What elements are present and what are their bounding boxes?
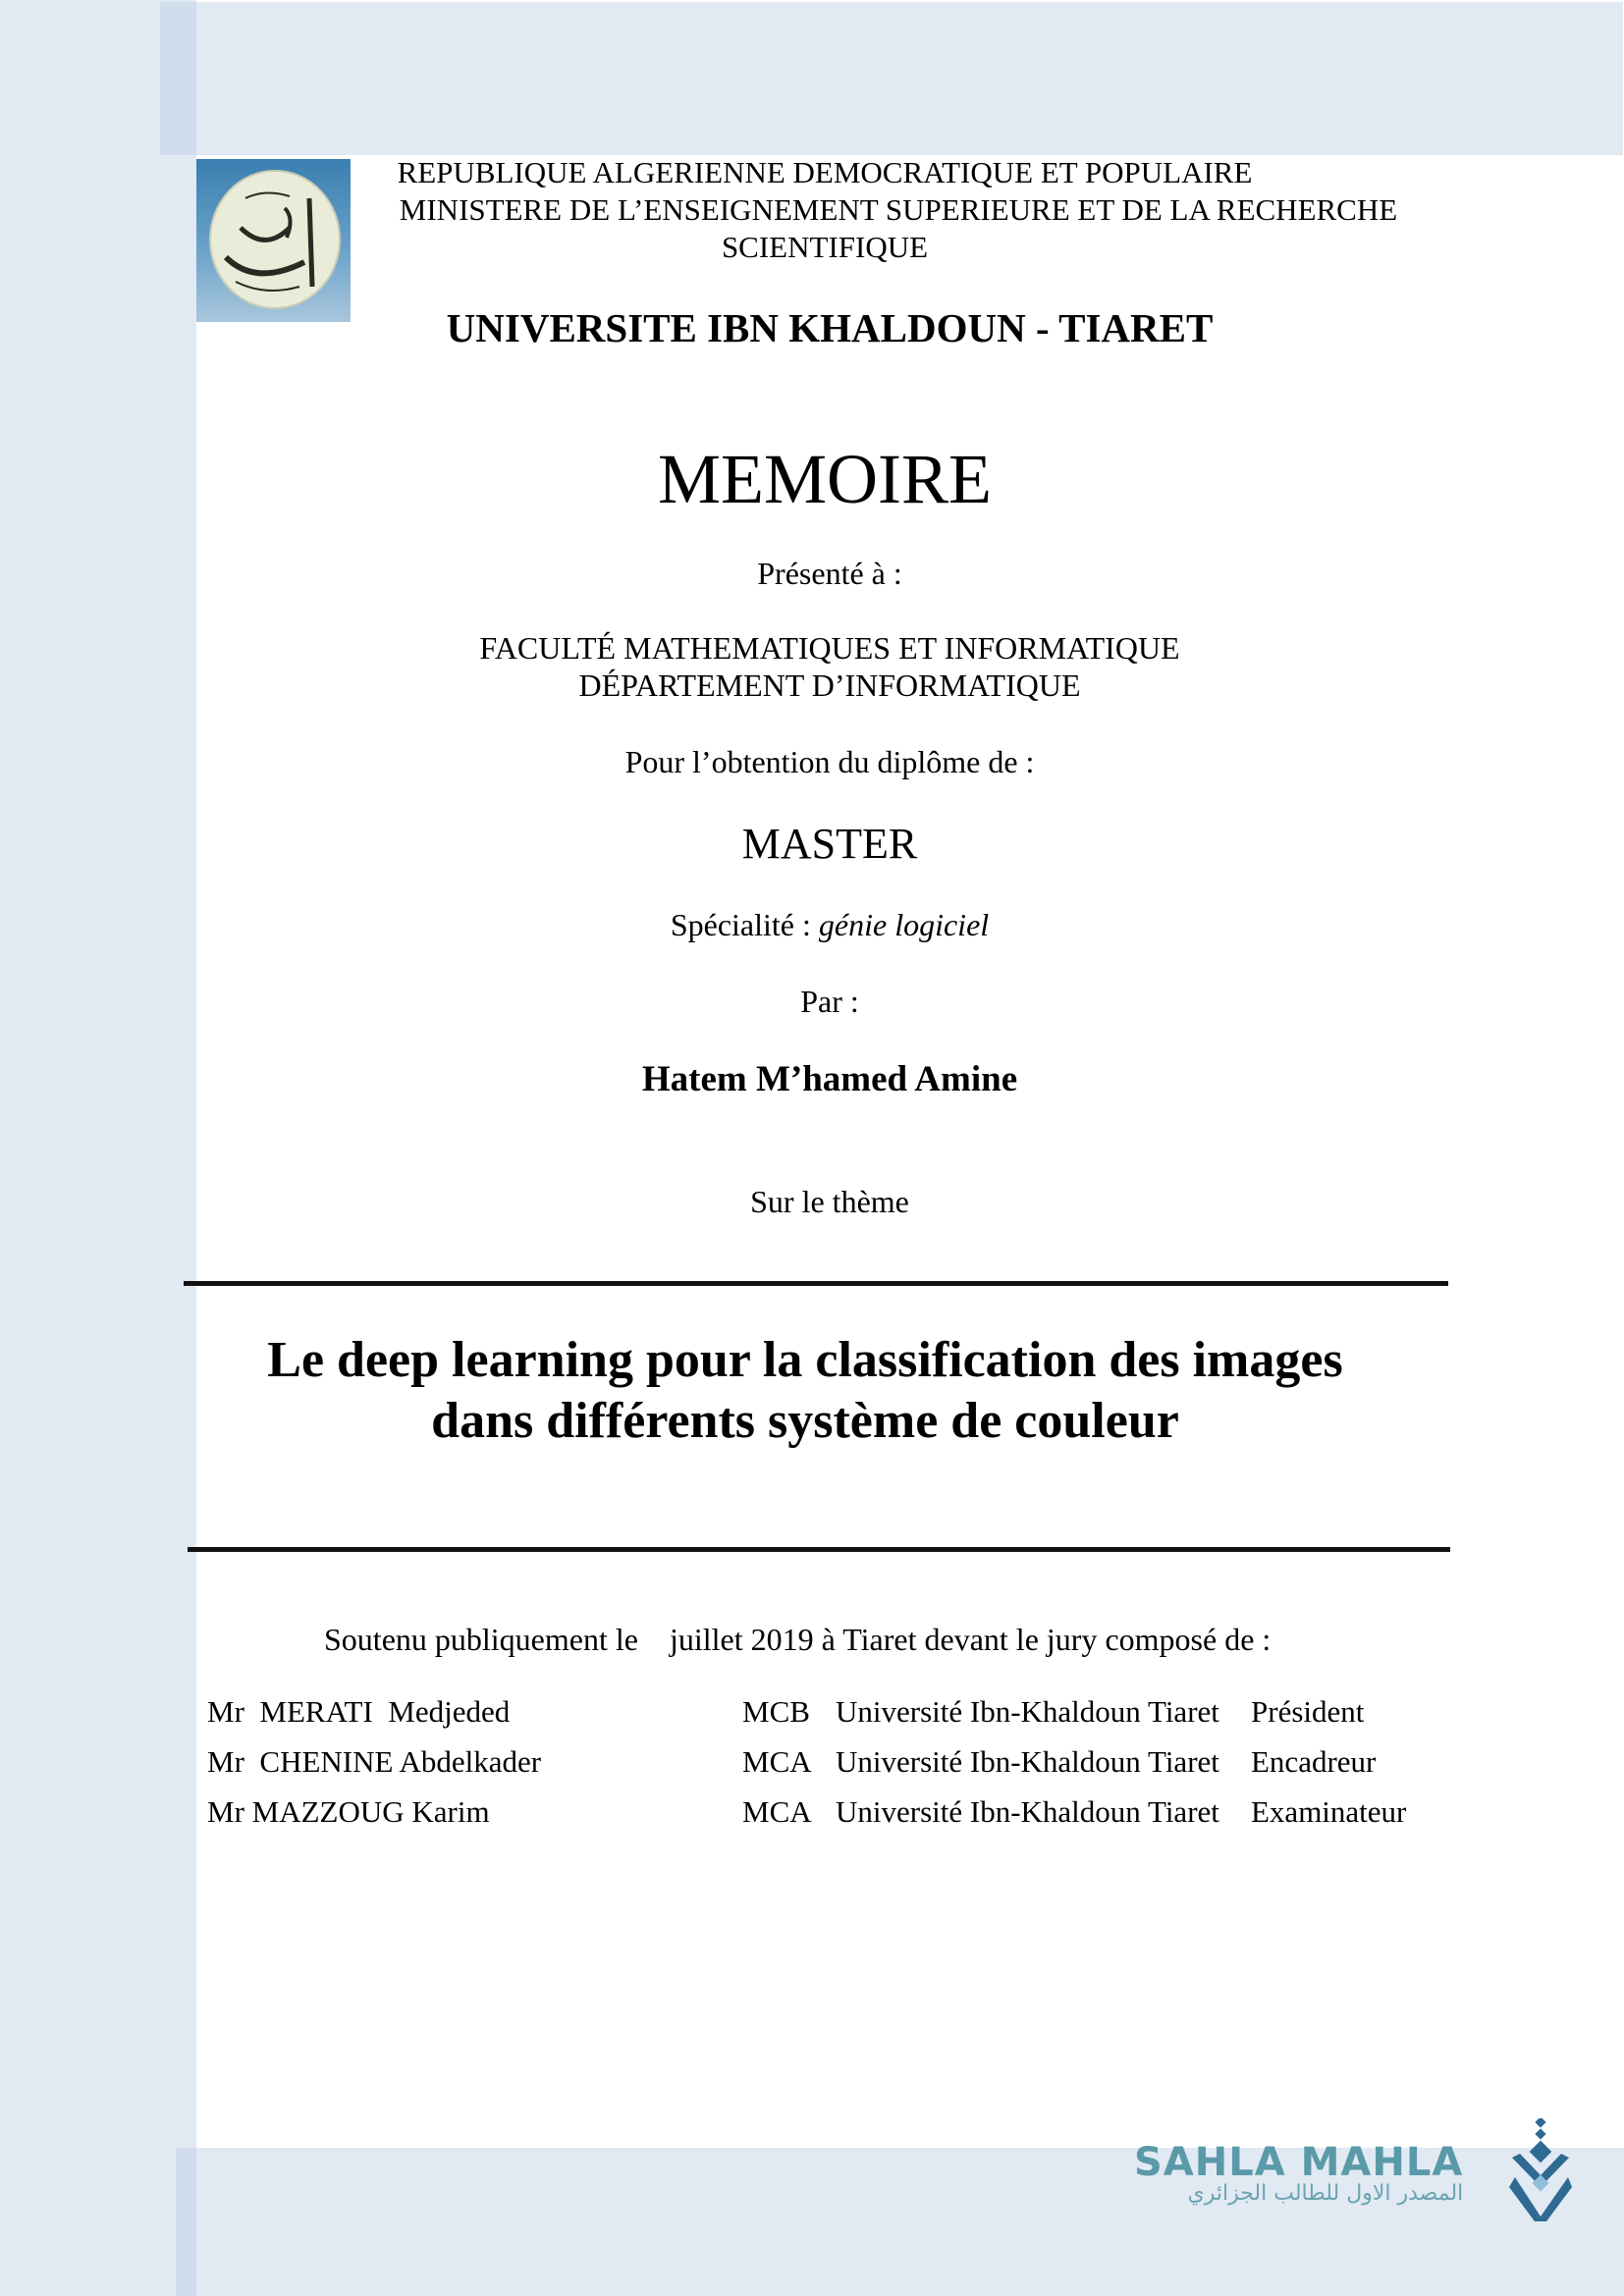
jury-member-grade: MCB	[742, 1694, 810, 1729]
thesis-title-line2: dans différents système de couleur	[431, 1393, 1179, 1449]
ministry-header-cont: SCIENTIFIQUE	[721, 230, 929, 264]
thesis-title	[196, 1330, 1414, 1452]
watermark-name: SAHLA MAHLA	[1134, 2140, 1464, 2185]
jury-member-university: Université Ibn-Khaldoun Tiaret	[836, 1694, 1219, 1729]
presented-to-label: Présenté à :	[757, 556, 902, 591]
university-name: UNIVERSITE IBN KHALDOUN - TIARET	[446, 305, 1214, 350]
jury-member-grade: MCA	[742, 1744, 812, 1779]
watermark-brand	[1134, 2140, 1463, 2206]
author-name: Hatem M’hamed Amine	[641, 1059, 1018, 1099]
jury-member-role: Président	[1251, 1694, 1365, 1729]
document-type: MEMOIRE	[658, 440, 992, 518]
jury-member-name: Mr CHENINE Abdelkader	[207, 1744, 542, 1779]
sahla-mahla-logo-icon	[1507, 2118, 1576, 2221]
specialty-value: génie logiciel	[818, 907, 990, 942]
theme-label: Sur le thème	[750, 1184, 909, 1219]
watermark-tagline: المصدر الاول للطالب الجزائري	[1187, 2181, 1464, 2206]
department-name: DÉPARTEMENT D’INFORMATIQUE	[578, 667, 1081, 703]
jury-member-role: Examinateur	[1251, 1794, 1407, 1829]
jury-member-university: Université Ibn-Khaldoun Tiaret	[836, 1794, 1219, 1829]
title-top-rule	[184, 1281, 1448, 1286]
top-decorative-band	[160, 2, 1623, 155]
by-label: Par :	[800, 984, 859, 1019]
specialty-label: Spécialité :	[670, 907, 819, 942]
specialty-line	[245, 907, 1414, 943]
jury-member-university: Université Ibn-Khaldoun Tiaret	[836, 1744, 1219, 1779]
bottom-band-edge	[176, 2148, 196, 2296]
title-bottom-rule	[188, 1547, 1450, 1552]
republic-header: REPUBLIQUE ALGERIENNE DEMOCRATIQUE ET POPULAIRE	[397, 155, 1253, 189]
jury-member-role: Encadreur	[1251, 1744, 1377, 1779]
diploma-name: MASTER	[741, 820, 918, 868]
jury-member-name: Mr MERATI Medjeded	[207, 1694, 511, 1729]
top-band-edge	[160, 2, 196, 155]
ministry-header: MINISTERE DE L’ENSEIGNEMENT SUPERIEURE ET DE LA RECHERCHE	[399, 192, 1398, 227]
diploma-intro: Pour l’obtention du diplôme de :	[624, 744, 1035, 779]
thesis-title-line1: Le deep learning pour la classification des images	[267, 1332, 1343, 1388]
faculty-name: FACULTÉ MATHEMATIQUES ET INFORMATIQUE	[479, 630, 1180, 666]
university-logo-icon	[196, 159, 351, 322]
left-decorative-strip	[0, 0, 196, 2296]
defense-statement: Soutenu publiquement le juillet 2019 à Tiaret devant le jury composé de :	[324, 1622, 1272, 1657]
jury-member-name: Mr MAZZOUG Karim	[207, 1794, 490, 1829]
jury-member-grade: MCA	[742, 1794, 812, 1829]
